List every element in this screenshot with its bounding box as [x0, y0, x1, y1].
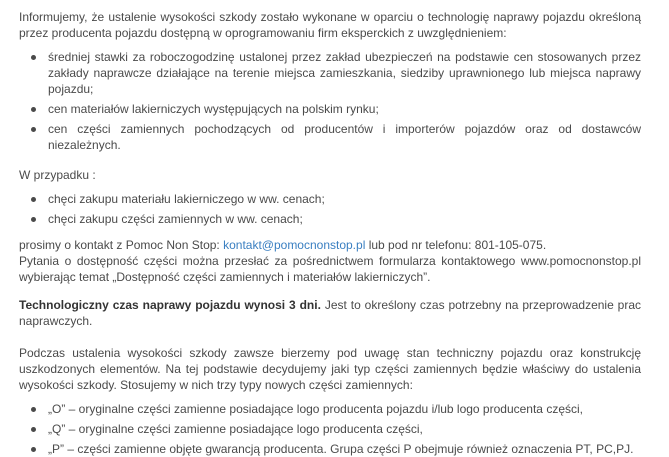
- list-item-text: „O” – oryginalne części zamienne posiadające logo producenta pojazdu i/lub logo producenta części,: [48, 402, 583, 416]
- bullet-icon: [31, 55, 36, 60]
- list-item-text: „Q” – oryginalne części zamienne posiadające logo producenta części,: [48, 422, 423, 436]
- contact-suffix: lub pod nr telefonu: 801-105-075.: [365, 238, 547, 252]
- bullet-icon: [31, 107, 36, 112]
- bullet-icon: [31, 447, 36, 452]
- list-item: [19, 101, 641, 117]
- list-item: [19, 401, 641, 417]
- contact-line: [19, 237, 641, 253]
- intro-paragraph: Informujemy, że ustalenie wysokości szkody zostało wykonane w oparciu o technologię naprawy pojazdu określoną przez producenta pojazdu dostępną w oprogramowaniu firm eksperckich z uwzględnieniem:: [19, 10, 641, 40]
- parts-intro-paragraph: Podczas ustalenia wysokości szkody zawsze bierzemy pod uwagę stan techniczny pojazdu oraz konstrukcję uszkodzonych elementów. Na tej podstawie decydujemy jaki typ części zamiennych będzie właściwy do ustalenia wysokości szkody. Stosujemy w nich trzy typy nowych części zamiennych:: [19, 346, 641, 392]
- bullet-icon: [31, 427, 36, 432]
- in-case-list: [19, 191, 641, 227]
- list-item-text: „P” – części zamienne objęte gwarancją producenta. Grupa części P obejmuje również oznaczenia PT, PC,PJ.: [48, 442, 634, 456]
- questions-paragraph: Pytania o dostępność części można przesłać za pośrednictwem formularza kontaktowego www.pomocnonstop.pl wybierając temat „Dostępność części zamiennych i materiałów lakierniczych”.: [19, 254, 641, 284]
- list-item-text: chęci zakupu materiału lakierniczego w ww. cenach;: [48, 192, 325, 206]
- repair-time-rest: Jest to określony czas potrzebny na przeprowadzenie prac naprawczych.: [19, 298, 642, 328]
- contact-prefix: prosimy o kontakt z Pomoc Non Stop:: [19, 238, 224, 252]
- repair-time-paragraph: [19, 297, 641, 329]
- contact-email-link[interactable]: kontakt@pomocnonstop.pl: [223, 238, 366, 252]
- list-item: [19, 441, 641, 457]
- list-item: [19, 121, 641, 153]
- valuation-criteria-list: [19, 49, 641, 153]
- repair-time-bold: Technologiczny czas naprawy pojazdu wynosi 3 dni.: [19, 298, 321, 312]
- list-item: [19, 191, 641, 207]
- bullet-icon: [31, 197, 36, 202]
- list-item: [19, 49, 641, 97]
- list-item-text: chęci zakupu części zamiennych w ww. cenach;: [48, 212, 303, 226]
- bullet-icon: [31, 127, 36, 132]
- in-case-label: W przypadku :: [19, 168, 96, 182]
- list-item-text: cen materiałów lakierniczych występujących na polskim rynku;: [48, 102, 379, 116]
- list-item-text: średniej stawki za roboczogodzinę ustalonej przez zakład ubezpieczeń na podstawie cen stosowanych przez zakłady naprawcze działające na terenie miejsca zamieszkania, siedziby uprawnionego lub miejsca naprawy pojazdu;: [48, 50, 641, 96]
- list-item: [19, 421, 641, 437]
- bullet-icon: [31, 407, 36, 412]
- bullet-icon: [31, 217, 36, 222]
- list-item: [19, 211, 641, 227]
- list-item-text: cen części zamiennych pochodzących od producentów i importerów pojazdów oraz od dostawców niezależnych.: [48, 122, 641, 152]
